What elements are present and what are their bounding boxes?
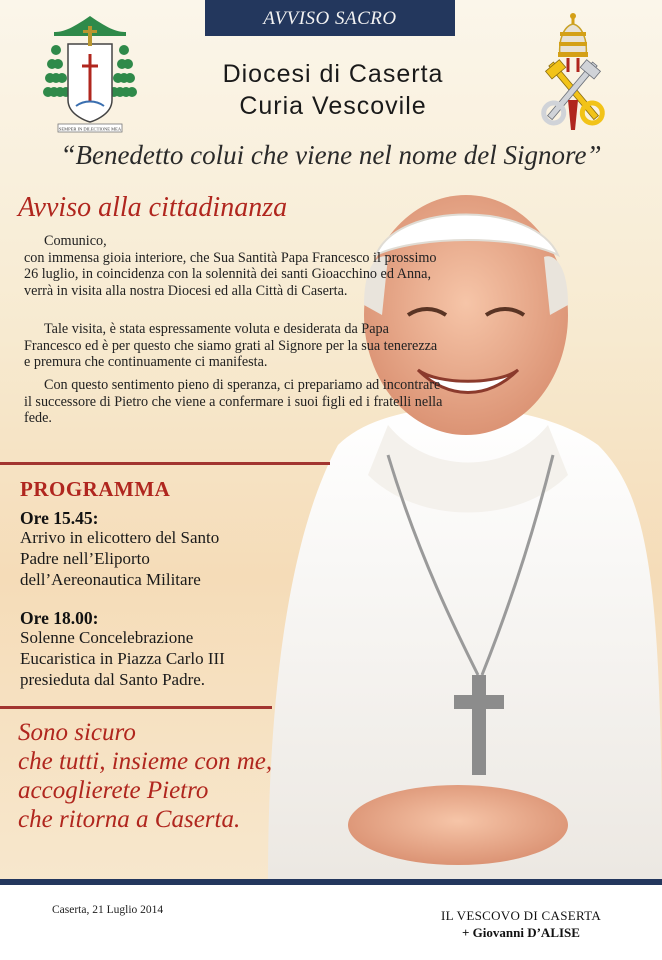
- program-detail-line: Eucaristica in Piazza Carlo III: [20, 649, 225, 668]
- avviso-paragraph-3: Con questo sentimento pieno di speranza, ci prepariamo ad incontrare il successore di Pietro che viene a confermare i suoi figli ed i fratelli nella fede.: [24, 377, 443, 426]
- avviso-paragraph-1: [24, 233, 444, 299]
- program-detail-line: dell’Aereonautica Militare: [20, 570, 201, 589]
- avviso-body: con immensa gioia interiore, che Sua Santità Papa Francesco il prossimo 26 luglio, in coincidenza con la solennità dei santi Gioacchino ed Anna, verrà in visita alla nostra Diocesi ed alla Città di Caserta.: [24, 249, 437, 299]
- closing-line: Sono sicuro: [18, 719, 136, 746]
- avviso-heading: Avviso alla cittadinanza: [18, 192, 288, 223]
- avviso-paragraph-2: Tale visita, è stata espressamente voluta e desiderata da Papa Francesco ed è per questo che siamo grati al Signore per la sua tenerezza e premura che continuamente ci manifesta.: [24, 321, 438, 370]
- closing-line: che tutti, insieme con me,: [18, 748, 273, 775]
- divider-line: [0, 706, 272, 709]
- diocese-title: Diocesi di Caserta: [222, 60, 444, 88]
- avviso-sacro-banner: AVVISO SACRO: [205, 0, 455, 36]
- papal-coat-of-arms: [528, 12, 618, 136]
- avviso-lead: Comunico,: [44, 233, 107, 249]
- divider-line: [0, 462, 330, 465]
- programma-heading: PROGRAMMA: [20, 477, 171, 501]
- program-detail-line: Solenne Concelebrazione: [20, 628, 194, 647]
- program-detail-line: presieduta dal Santo Padre.: [20, 670, 206, 689]
- program-detail-2: [20, 627, 280, 690]
- program-detail-line: Padre nell’Eliporto: [20, 549, 150, 568]
- program-time-1: Ore 15.45:: [20, 508, 99, 528]
- closing-line: accoglierete Pietro: [18, 777, 209, 804]
- scripture-quote: “Benedetto colui che viene nel nome del Signore”: [60, 140, 602, 170]
- closing-line: che ritorna a Caserta.: [18, 806, 241, 833]
- svg-text:SEMPER IN DILECTIONE MEA: SEMPER IN DILECTIONE MEA: [58, 126, 122, 132]
- program-detail-line: Arrivo in elicottero del Santo: [20, 528, 220, 547]
- closing-message: [18, 718, 318, 834]
- footer-date: Caserta, 21 Luglio 2014: [52, 904, 164, 916]
- signature-title: IL VESCOVO DI CASERTA: [440, 908, 602, 923]
- signature-name: + Giovanni D’ALISE: [462, 925, 580, 940]
- curia-title: Curia Vescovile: [239, 92, 427, 120]
- program-time-2: Ore 18.00:: [20, 608, 99, 628]
- program-detail-1: [20, 527, 280, 590]
- bishop-coat-of-arms: [40, 10, 140, 140]
